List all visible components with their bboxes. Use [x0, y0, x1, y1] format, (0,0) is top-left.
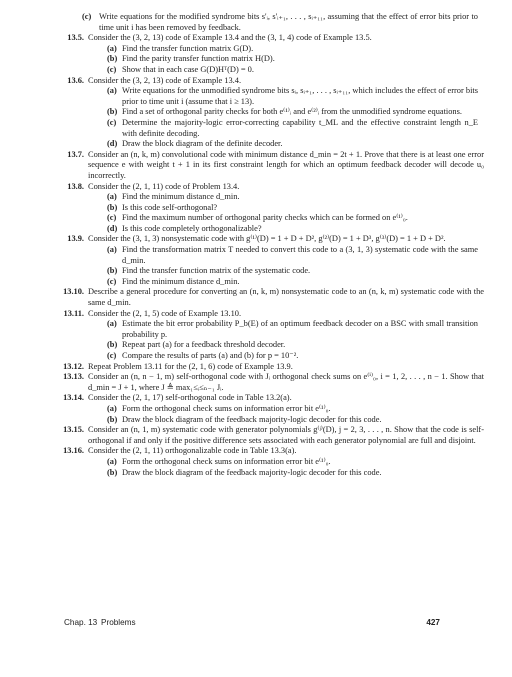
problem-part: [88, 224, 484, 235]
problem-statement: Consider an (n, k, m) convolutional code with minimum distance d_min = 2t + 1. Prove that there is at least one error sequence e with weight t + 1 in its first constraint length for which an optimum feedback decoder will decode u₀ incorrectly.: [88, 149, 484, 180]
problem-part: [88, 319, 484, 340]
part-text: Repeat part (a) for a feedback threshold decoder.: [122, 340, 286, 350]
page-number: 427: [426, 618, 440, 627]
part-label: (a): [107, 403, 117, 413]
problem-statement: Consider the (2, 1, 17) self-orthogonal code in Table 13.2(a).: [88, 393, 292, 403]
part-text: Form the orthogonal check sums on information error bit e⁽¹⁾₀.: [122, 456, 331, 466]
problem-part: [88, 54, 484, 65]
problem-statement: Consider the (3, 2, 13) code of Example 13.4.: [88, 75, 242, 85]
problem-statement: Consider the (2, 1, 11) orthogonalizable code in Table 13.3(a).: [88, 446, 297, 456]
part-text: Find the transfer function matrix of the systematic code.: [122, 266, 311, 276]
part-label: (c): [107, 117, 117, 127]
problem: [48, 150, 484, 182]
problem-part: [88, 404, 484, 415]
problem: [48, 362, 484, 373]
problem: [48, 33, 484, 75]
problem-number: 13.5.: [67, 33, 84, 43]
problem-number: 13.6.: [67, 75, 84, 85]
continued-part: [48, 12, 484, 33]
problem: [48, 425, 484, 446]
part-label: (a): [107, 86, 117, 96]
problem-part: [88, 457, 484, 468]
problem: [48, 287, 484, 308]
part-text: Is this code completely orthogonalizable?: [122, 223, 262, 233]
part-label: (a): [107, 43, 117, 53]
problem-statement: Consider the (3, 1, 3) nonsystematic code with g⁽¹⁾(D) = 1 + D + D², g⁽²⁾(D) = 1 + D³, g⁽³⁾(D) = 1 + D + D².: [88, 234, 446, 244]
part-label: (a): [107, 319, 117, 329]
problem-part: [88, 245, 484, 266]
problem-number: 13.11.: [63, 308, 84, 318]
problem-statement: Consider the (2, 1, 11) code of Problem 13.4.: [88, 181, 240, 191]
problem-part: [88, 44, 484, 55]
page-footer: [64, 618, 440, 629]
problem-number: 13.8.: [67, 181, 84, 191]
problem-list: [48, 12, 484, 478]
part-label: (c): [82, 12, 92, 21]
problem-part: [88, 65, 484, 76]
problem-number: 13.9.: [67, 234, 84, 244]
part-label: (b): [107, 202, 118, 212]
problem: [48, 372, 484, 393]
chapter-label: Chap. 13: [64, 618, 98, 627]
problem-statement: Consider an (n, 1, m) systematic code with generator polynomials g⁽ʲ⁾(D), j = 2, 3, . . . , n. Show that the code is self-orthogonal if and only if the positive difference sets associated with each generator polynomial are full and disjoint.: [88, 425, 484, 445]
part-label: (b): [107, 266, 118, 276]
part-text: Is this code self-orthogonal?: [122, 202, 218, 212]
part-label: (b): [107, 467, 118, 477]
part-label: (c): [107, 276, 117, 286]
part-text: Find the transfer function matrix G(D).: [122, 43, 254, 53]
problem-part: [88, 118, 484, 139]
problem-part: [88, 266, 484, 277]
problem-number: 13.14.: [63, 393, 84, 403]
problem-statement: Describe a general procedure for converting an (n, k, m) nonsystematic code to an (n, k, m) systematic code with the same d_min.: [88, 287, 484, 308]
problem: [48, 76, 484, 150]
problem-statement: Consider the (2, 1, 5) code of Example 13.10.: [88, 308, 242, 318]
problem-part: [88, 192, 484, 203]
part-label: (b): [107, 414, 118, 424]
part-text: Estimate the bit error probability P_b(E) of an optimum feedback decoder on a BSC with small transition probability p.: [122, 319, 478, 339]
problem-part: [88, 213, 484, 224]
part-text: Determine the majority-logic error-correcting capability t_ML and the effective constraint length n_E with definite decoding.: [122, 117, 478, 138]
problem-number: 13.15.: [63, 425, 84, 435]
problem-number: 13.10.: [63, 287, 84, 297]
problem-statement: Repeat Problem 13.11 for the (2, 1, 6) code of Example 13.9.: [88, 361, 293, 371]
problem-part: [88, 415, 484, 426]
part-text: Write equations for the modified syndrome bits s'ᵢ, s'ᵢ₊₁, . . . , sᵢ₊₁₁, assuming that the effect of error bits prior to time unit i has been removed by feedback.: [99, 12, 478, 32]
problem-part: [88, 340, 484, 351]
part-label: (c): [107, 64, 117, 74]
problem: [48, 446, 484, 478]
problem-part: [88, 277, 484, 288]
problem-statement: Consider an (n, n − 1, m) self-orthogonal code with Jᵢ orthogonal check sums on e⁽ⁱ⁾₀, i = 1, 2, . . . , n − 1. Show that d_min = J + 1, where J ≜ max₁≤ᵢ≤ₙ₋₁ Jᵢ.: [88, 372, 484, 392]
part-text: Compare the results of parts (a) and (b) for p = 10⁻².: [122, 351, 299, 360]
part-text: Form the orthogonal check sums on information error bit e⁽¹⁾₀.: [122, 403, 331, 413]
part-label: (b): [107, 107, 118, 117]
part-text: Show that in each case G(D)Hᵀ(D) = 0.: [122, 64, 254, 74]
part-label: (b): [107, 340, 118, 350]
part-text: Find the transformation matrix T needed to convert this code to a (3, 1, 3) systematic code with the same d_min.: [122, 245, 478, 265]
part-label: (d): [107, 139, 118, 149]
section-label: Problems: [101, 618, 136, 627]
part-text: Draw the block diagram of the feedback majority-logic decoder for this code.: [122, 467, 382, 477]
problem: [48, 393, 484, 425]
part-text: Write equations for the unmodified syndrome bits sᵢ, sᵢ₊₁, . . . , sᵢ₊₁₁, which includes the effect of error bits prior to time unit i (assume that i ≥ 13).: [122, 86, 478, 106]
problem-part: [88, 468, 484, 479]
part-text: Find the parity transfer function matrix H(D).: [122, 54, 275, 64]
problem: [48, 309, 484, 362]
part-text: Find the maximum number of orthogonal parity checks which can be formed on e⁽¹⁾₀.: [122, 213, 408, 223]
problem: [48, 182, 484, 235]
part-label: (c): [107, 351, 117, 360]
problem-part: [88, 351, 484, 362]
problem-number: 13.7.: [67, 149, 84, 159]
part-label: (b): [107, 54, 118, 64]
problem-part: [88, 139, 484, 150]
problem: [48, 234, 484, 287]
problem-number: 13.12.: [63, 361, 84, 371]
part-label: (a): [107, 192, 117, 202]
part-text: Find the minimum distance d_min.: [122, 192, 240, 202]
problem-number: 13.13.: [63, 372, 84, 382]
problem-statement: Consider the (3, 2, 13) code of Example 13.4 and the (3, 1, 4) code of Example 13.5.: [88, 33, 372, 43]
part-text: Draw the block diagram of the definite decoder.: [122, 139, 283, 149]
problem-part: [88, 86, 484, 107]
part-label: (c): [107, 213, 117, 223]
part-text: Draw the block diagram of the feedback majority-logic decoder for this code.: [122, 414, 382, 424]
part-label: (a): [107, 456, 117, 466]
part-label: (d): [107, 223, 118, 233]
part-label: (a): [107, 245, 117, 255]
problem-number: 13.16.: [63, 446, 84, 456]
problem-part: [88, 107, 484, 118]
part-text: Find a set of orthogonal parity checks for both e⁽¹⁾ᵢ and e⁽²⁾ᵢ from the unmodified syndrome equations.: [122, 107, 462, 117]
part-text: Find the minimum distance d_min.: [122, 276, 240, 286]
problem-part: [88, 203, 484, 214]
